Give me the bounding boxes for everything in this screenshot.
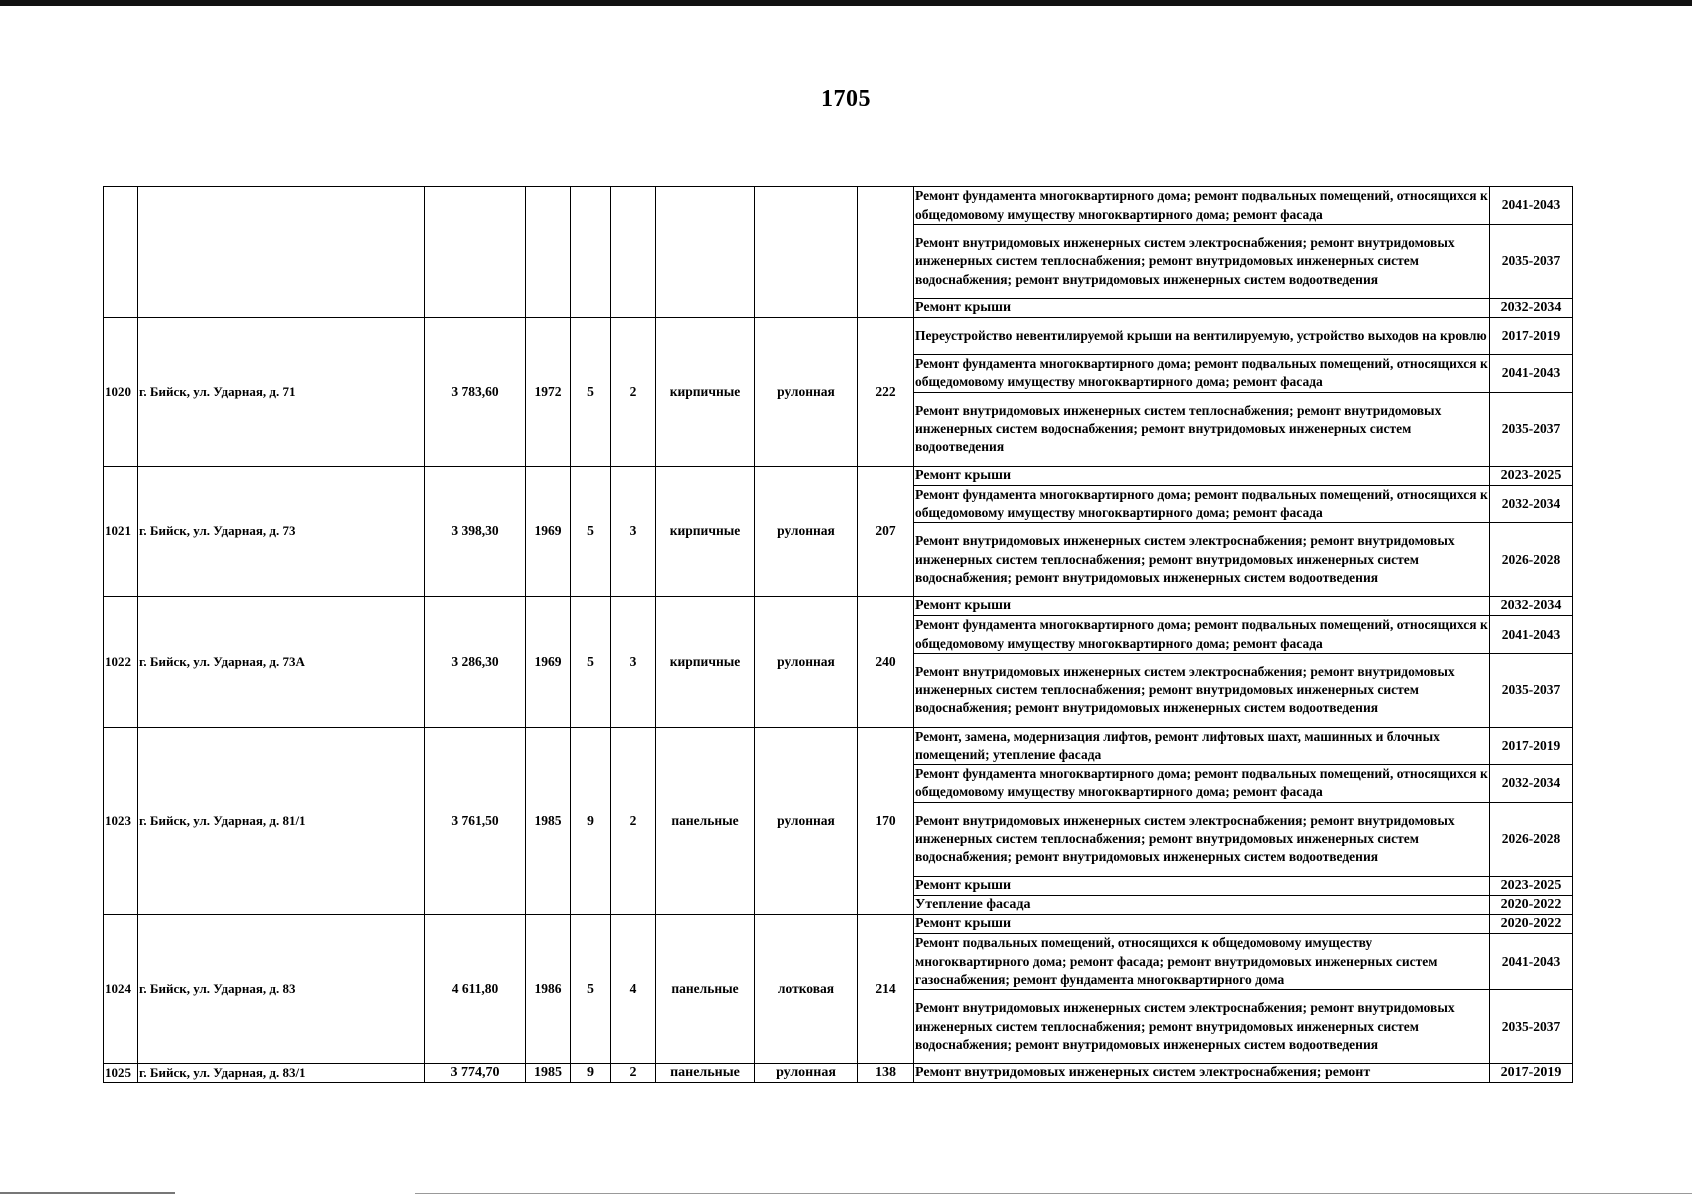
entrances: 2 <box>611 318 656 466</box>
entrances: 2 <box>611 727 656 914</box>
work-description: Ремонт подвальных помещений, относящихся к общедомовому имуществу многоквартирного дома; ремонт фасада; ремонт внутридомовых инженерных систем газоснабжения; ремонт фундамента многоквартирного дома <box>914 934 1490 990</box>
work-period: 2041-2043 <box>1490 355 1573 392</box>
work-period: 2020-2022 <box>1490 915 1573 934</box>
work-period: 2032-2034 <box>1490 485 1573 522</box>
work-period: 2017-2019 <box>1490 318 1573 355</box>
build-year: 1969 <box>526 597 571 728</box>
build-year: 1972 <box>526 318 571 466</box>
work-period: 2041-2043 <box>1490 187 1573 225</box>
total-area: 3 783,60 <box>425 318 526 466</box>
house-number: 1021 <box>104 466 138 597</box>
residents-count: 170 <box>858 727 914 914</box>
residents-count: 214 <box>858 915 914 1064</box>
wall-material: панельные <box>656 1064 755 1083</box>
empty-cell <box>138 187 425 318</box>
work-description: Ремонт внутридомовых инженерных систем теплоснабжения; ремонт внутридомовых инженерных систем водоснабжения; ремонт внутридомовых инженерных систем водоотведения <box>914 392 1490 466</box>
work-description: Ремонт, замена, модернизация лифтов, ремонт лифтовых шахт, машинных и блочных помещений; утепление фасада <box>914 727 1490 764</box>
work-period: 2026-2028 <box>1490 523 1573 597</box>
work-description: Ремонт фундамента многоквартирного дома; ремонт подвальных помещений, относящихся к общедомовому имуществу многоквартирного дома; ремонт фасада <box>914 485 1490 522</box>
work-period: 2017-2019 <box>1490 727 1573 764</box>
table-row <box>104 1064 1573 1083</box>
capital-repair-table <box>103 186 1573 1083</box>
work-period: 2020-2022 <box>1490 895 1573 914</box>
work-period: 2035-2037 <box>1490 225 1573 299</box>
top-border <box>0 0 1692 6</box>
house-number: 1022 <box>104 597 138 728</box>
work-description: Ремонт внутридомовых инженерных систем электроснабжения; ремонт внутридомовых инженерных систем теплоснабжения; ремонт внутридомовых инженерных систем водоснабжения; ремонт внутридомовых инженерных систем водоотведения <box>914 225 1490 299</box>
build-year: 1985 <box>526 727 571 914</box>
empty-cell <box>858 187 914 318</box>
empty-cell <box>755 187 858 318</box>
wall-material: кирпичные <box>656 318 755 466</box>
work-description: Ремонт внутридомовых инженерных систем электроснабжения; ремонт внутридомовых инженерных систем теплоснабжения; ремонт внутридомовых инженерных систем водоснабжения; ремонт внутридомовых инженерных систем водоотведения <box>914 990 1490 1064</box>
residents-count: 138 <box>858 1064 914 1083</box>
total-area: 3 761,50 <box>425 727 526 914</box>
wall-material: кирпичные <box>656 466 755 597</box>
table-row <box>104 597 1573 616</box>
entrances: 3 <box>611 597 656 728</box>
floors: 5 <box>571 915 611 1064</box>
work-description: Утепление фасада <box>914 895 1490 914</box>
residents-count: 207 <box>858 466 914 597</box>
entrances: 3 <box>611 466 656 597</box>
work-period: 2023-2025 <box>1490 876 1573 895</box>
scan-artifact-line <box>415 1193 1692 1194</box>
roof-type: рулонная <box>755 597 858 728</box>
floors: 9 <box>571 727 611 914</box>
roof-type: рулонная <box>755 466 858 597</box>
empty-cell <box>571 187 611 318</box>
work-period: 2023-2025 <box>1490 466 1573 485</box>
work-period: 2032-2034 <box>1490 765 1573 802</box>
work-description: Ремонт фундамента многоквартирного дома; ремонт подвальных помещений, относящихся к общедомовому имуществу многоквартирного дома; ремонт фасада <box>914 616 1490 653</box>
work-description: Ремонт внутридомовых инженерных систем электроснабжения; ремонт внутридомовых инженерных систем теплоснабжения; ремонт внутридомовых инженерных систем водоснабжения; ремонт внутридомовых инженерных систем водоотведения <box>914 523 1490 597</box>
house-address: г. Бийск, ул. Ударная, д. 73А <box>138 597 425 728</box>
work-period: 2032-2034 <box>1490 299 1573 318</box>
work-period: 2035-2037 <box>1490 653 1573 727</box>
house-number: 1020 <box>104 318 138 466</box>
house-address: г. Бийск, ул. Ударная, д. 73 <box>138 466 425 597</box>
work-period: 2041-2043 <box>1490 934 1573 990</box>
work-period: 2035-2037 <box>1490 392 1573 466</box>
work-period: 2032-2034 <box>1490 597 1573 616</box>
work-description: Ремонт крыши <box>914 597 1490 616</box>
roof-type: рулонная <box>755 1064 858 1083</box>
work-description: Ремонт внутридомовых инженерных систем электроснабжения; ремонт <box>914 1064 1490 1083</box>
house-number: 1025 <box>104 1064 138 1083</box>
work-description: Ремонт крыши <box>914 876 1490 895</box>
residents-count: 222 <box>858 318 914 466</box>
table-row <box>104 915 1573 934</box>
roof-type: рулонная <box>755 727 858 914</box>
floors: 5 <box>571 466 611 597</box>
work-period: 2026-2028 <box>1490 802 1573 876</box>
work-description: Ремонт внутридомовых инженерных систем электроснабжения; ремонт внутридомовых инженерных систем теплоснабжения; ремонт внутридомовых инженерных систем водоснабжения; ремонт внутридомовых инженерных систем водоотведения <box>914 653 1490 727</box>
empty-cell <box>104 187 138 318</box>
work-description: Ремонт фундамента многоквартирного дома; ремонт подвальных помещений, относящихся к общедомовому имуществу многоквартирного дома; ремонт фасада <box>914 187 1490 225</box>
table-row <box>104 187 1573 225</box>
work-description: Ремонт крыши <box>914 299 1490 318</box>
house-address: г. Бийск, ул. Ударная, д. 81/1 <box>138 727 425 914</box>
work-description: Ремонт внутридомовых инженерных систем электроснабжения; ремонт внутридомовых инженерных систем теплоснабжения; ремонт внутридомовых инженерных систем водоснабжения; ремонт внутридомовых инженерных систем водоотведения <box>914 802 1490 876</box>
house-address: г. Бийск, ул. Ударная, д. 83 <box>138 915 425 1064</box>
work-description: Ремонт крыши <box>914 915 1490 934</box>
empty-cell <box>526 187 571 318</box>
work-period: 2017-2019 <box>1490 1064 1573 1083</box>
table-row <box>104 727 1573 764</box>
scan-artifact-line <box>0 1192 175 1194</box>
total-area: 3 398,30 <box>425 466 526 597</box>
work-period: 2041-2043 <box>1490 616 1573 653</box>
house-address: г. Бийск, ул. Ударная, д. 71 <box>138 318 425 466</box>
work-description: Ремонт крыши <box>914 466 1490 485</box>
build-year: 1986 <box>526 915 571 1064</box>
empty-cell <box>425 187 526 318</box>
house-number: 1024 <box>104 915 138 1064</box>
table-row <box>104 318 1573 355</box>
entrances: 2 <box>611 1064 656 1083</box>
page-number: 1705 <box>821 86 871 112</box>
wall-material: кирпичные <box>656 597 755 728</box>
roof-type: рулонная <box>755 318 858 466</box>
empty-cell <box>656 187 755 318</box>
work-description: Переустройство невентилируемой крыши на вентилируемую, устройство выходов на кровлю <box>914 318 1490 355</box>
floors: 5 <box>571 597 611 728</box>
table-row <box>104 466 1573 485</box>
house-address: г. Бийск, ул. Ударная, д. 83/1 <box>138 1064 425 1083</box>
work-period: 2035-2037 <box>1490 990 1573 1064</box>
entrances: 4 <box>611 915 656 1064</box>
roof-type: лотковая <box>755 915 858 1064</box>
work-description: Ремонт фундамента многоквартирного дома; ремонт подвальных помещений, относящихся к общедомовому имуществу многоквартирного дома; ремонт фасада <box>914 355 1490 392</box>
house-number: 1023 <box>104 727 138 914</box>
build-year: 1985 <box>526 1064 571 1083</box>
build-year: 1969 <box>526 466 571 597</box>
total-area: 3 774,70 <box>425 1064 526 1083</box>
total-area: 4 611,80 <box>425 915 526 1064</box>
empty-cell <box>611 187 656 318</box>
wall-material: панельные <box>656 727 755 914</box>
work-description: Ремонт фундамента многоквартирного дома; ремонт подвальных помещений, относящихся к общедомовому имуществу многоквартирного дома; ремонт фасада <box>914 765 1490 802</box>
total-area: 3 286,30 <box>425 597 526 728</box>
residents-count: 240 <box>858 597 914 728</box>
floors: 9 <box>571 1064 611 1083</box>
floors: 5 <box>571 318 611 466</box>
wall-material: панельные <box>656 915 755 1064</box>
